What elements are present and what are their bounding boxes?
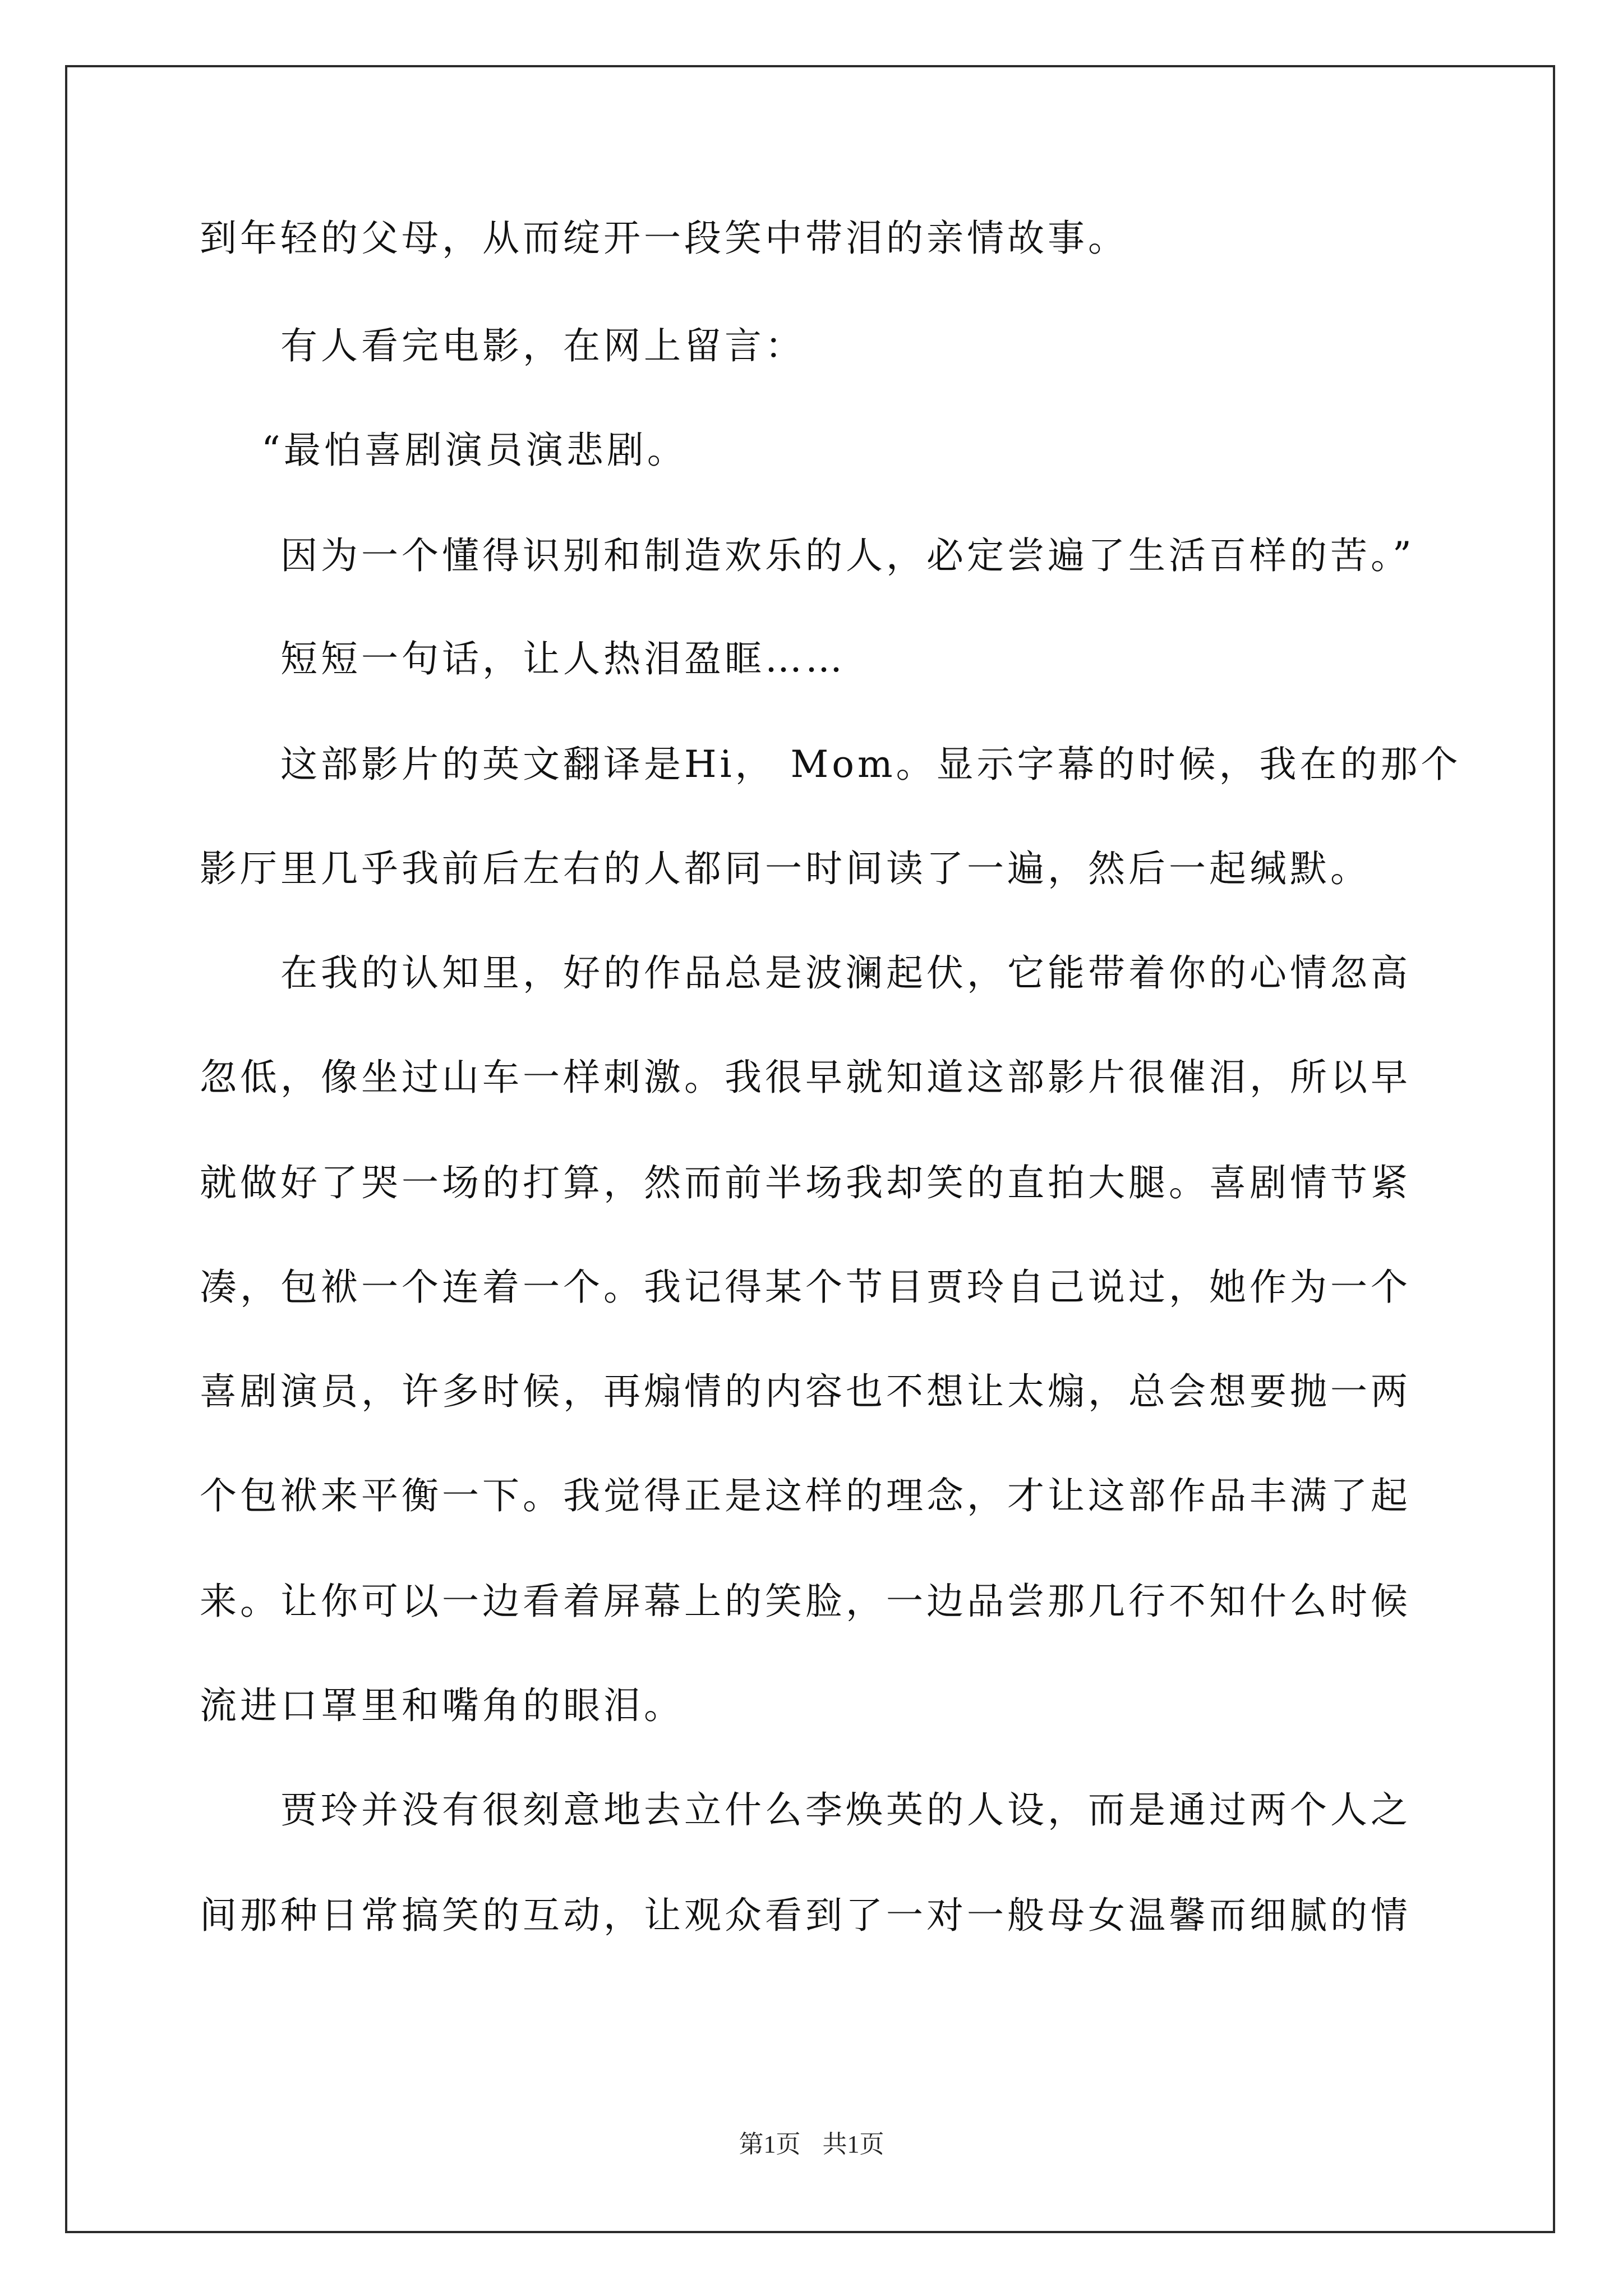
text-line: 凑，包袱一个连着一个。我记得某个节目贾玲自己说过，她作为一个: [200, 1266, 1411, 1309]
text-line: 在我的认知里，好的作品总是波澜起伏，它能带着你的心情忽高: [280, 951, 1411, 995]
text-line: 短短一句话，让人热泪盈眶……: [280, 637, 846, 680]
text-line: 就做好了哭一场的打算，然而前半场我却笑的直拍大腿。喜剧情节紧: [200, 1161, 1411, 1204]
text-line: 因为一个懂得识别和制造欢乐的人，必定尝遍了生活百样的苦。”: [280, 534, 1415, 577]
text-line: 个包袱来平衡一下。我觉得正是这样的理念，才让这部作品丰满了起: [200, 1474, 1411, 1517]
page-number: 第1页: [739, 2131, 801, 2158]
page-footer: [0, 2124, 1623, 2160]
text-line: 来。让你可以一边看着屏幕上的笑脸，一边品尝那几行不知什么时候: [200, 1580, 1411, 1623]
text-line: 到年轻的父母，从而绽开一段笑中带泪的亲情故事。: [200, 217, 1128, 260]
text-line: 这部影片的英文翻译是Hi， Mom。显示字幕的时候，我在的那个: [280, 743, 1461, 786]
text-line: 有人看完电影，在网上留言：: [280, 324, 805, 367]
page-count: 共1页: [822, 2131, 884, 2158]
text-line: “最怕喜剧演员演悲剧。: [261, 429, 688, 472]
text-line: 影厅里几乎我前后左右的人都同一时间读了一遍，然后一起缄默。: [200, 847, 1371, 890]
text-line: 间那种日常搞笑的互动，让观众看到了一对一般母女温馨而细腻的情: [200, 1894, 1411, 1937]
text-line: 贾玲并没有很刻意地去立什么李焕英的人设，而是通过两个人之: [280, 1788, 1411, 1832]
text-line: 喜剧演员，许多时候，再煽情的内容也不想让太煽，总会想要抛一两: [200, 1370, 1411, 1413]
text-line: 流进口罩里和嘴角的眼泪。: [200, 1684, 684, 1727]
text-line: 忽低，像坐过山车一样刺激。我很早就知道这部影片很催泪，所以早: [200, 1056, 1411, 1099]
